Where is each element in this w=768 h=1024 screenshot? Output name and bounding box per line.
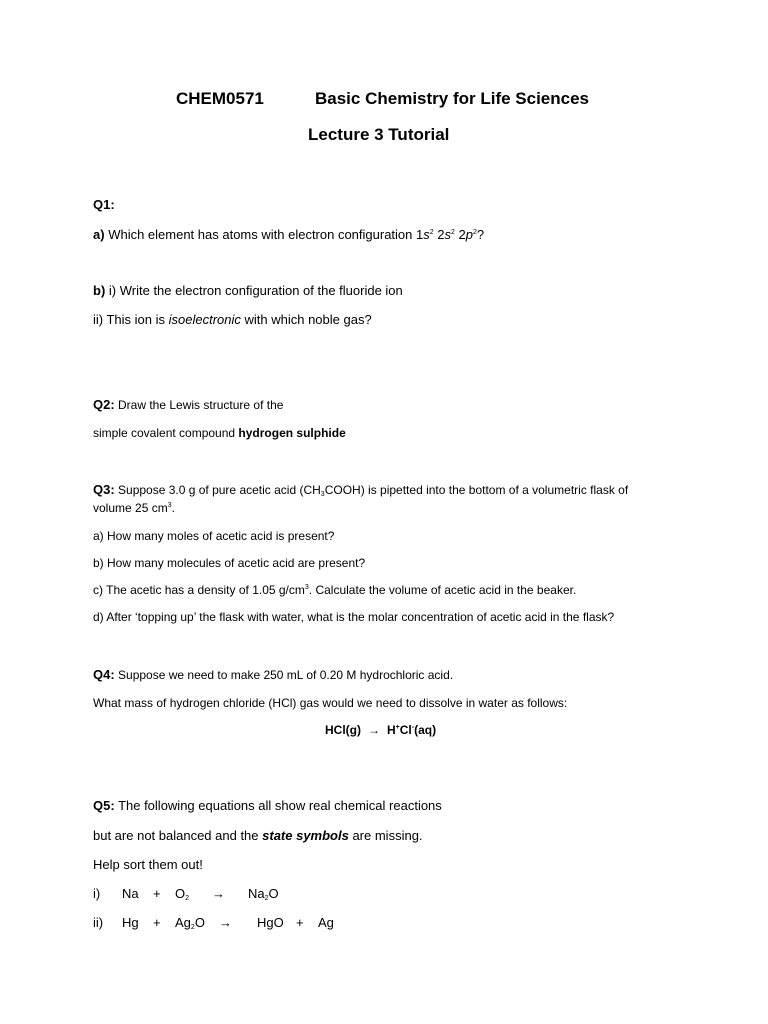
q3-part-d: d) After ‘topping up’ the flask with water, what is the molar concentration of acetic acid in the flask? [93,610,615,624]
q3-line-2: volume 25 $cm^3$. [93,501,175,515]
q3-part-c: c) The acetic has a density of 1.05 $g/cm^3$. Calculate the volume of acetic acid in the beaker. [93,583,577,597]
q1-part-b-ii: ii) This ion is isoelectronic with which noble gas? [93,312,372,327]
q5-line-3: Help sort them out! [93,857,203,872]
q4-line-2: What mass of hydrogen chloride (HCl) gas would we need to dissolve in water as follows: [93,696,568,710]
q4-line-1: Q4: Suppose we need to make 250 mL of 0.20 M hydrochloric acid. [93,667,454,682]
q3-part-a: a) How many moles of acetic acid is present? [93,529,335,543]
tutorial-page: CHEM0571 Basic Chemistry for Life Sciences Lecture 3 Tutorial Q1: a) Which element has atoms with electron configuration $1s^2$ $2s^2$ $2p^2$? b) i) Write the electron configuration of the fluoride ion ii) This ion is isoelectronic with which noble gas? Q2: Draw the Lewis structure of the simple covalent compound hydrogen sulphide Q3: Suppose 3.0 g of pure acetic acid $(CH_3COOH)$ is pipetted into the bottom of a volumetric flask of volume 25 $cm^3$. a) How many moles of acetic acid is present? b) How many molecules of acetic acid are present? c) The acetic has a density of 1.05 $g/cm^3$. Calculate the volume of acetic acid in the beaker. d) After ‘topping up’ the flask with water, what is the molar concentration of acetic acid in the flask? Q4: Suppose we need to make 250 mL of 0.20 M hydrochloric acid. What mass of hydrogen chloride (HCl) gas would we need to dissolve in water as follows: HCl(g) → H+Cl-(aq) Q5: The following equations all show real chemical reactions but are not balanced and the state symbols are missing. Help sort them out! i) Na + $O_2$ → $Na_2O$ ii) Hg + $Ag_2O$ → HgO + Ag [93,89,629,931]
q5-line-2: but are not balanced and the state symbols are missing. [93,828,423,843]
q5-line-1: Q5: The following equations all show real chemical reactions [93,798,442,813]
q3-line-1: Q3: Suppose 3.0 g of pure acetic acid $(CH_3COOH)$ is pipetted into the bottom of a volumetric flask of [93,482,629,498]
q1-part-b: b) i) Write the electron configuration of the fluoride ion [93,283,403,298]
course-code: CHEM0571 [176,89,264,108]
page-subtitle: Lecture 3 Tutorial [308,125,450,144]
q3-part-b: b) How many molecules of acetic acid are present? [93,556,366,570]
q4-equation: HCl(g) → H+Cl-(aq) [325,723,437,737]
q1-heading: Q1: [93,197,115,212]
q2-line-1: Q2: Draw the Lewis structure of the [93,397,284,412]
q2-line-2: simple covalent compound hydrogen sulphide [93,426,346,440]
q1-part-a: a) Which element has atoms with electron configuration $1s^2$ $2s^2$ $2p^2$? [93,227,485,242]
course-name: Basic Chemistry for Life Sciences [315,89,590,108]
